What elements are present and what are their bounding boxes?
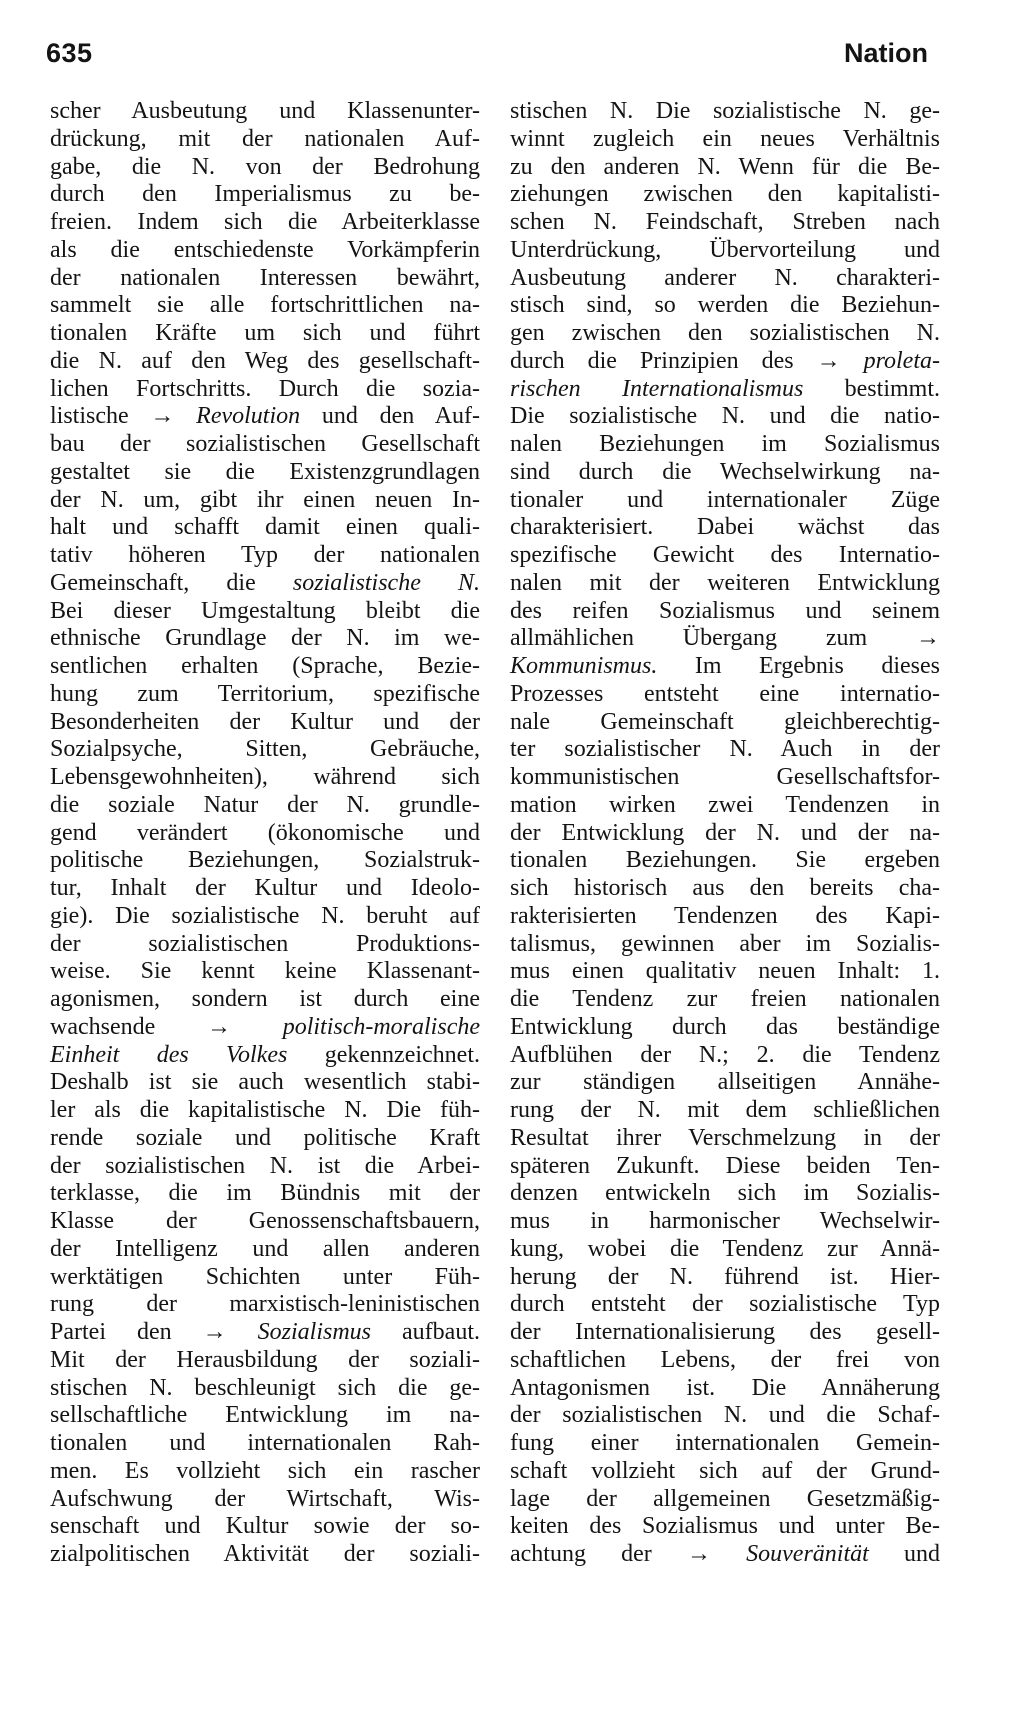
text-segment: rakterisierten Tendenzen des Kapi- bbox=[510, 902, 940, 929]
text-segment: späteren Zukunft. Diese beiden Ten- bbox=[510, 1152, 940, 1179]
text-segment: Aufschwung der Wirtschaft, Wis- bbox=[50, 1485, 480, 1512]
text-line bbox=[510, 1319, 940, 1347]
text-segment: nalen Beziehungen im Sozialismus bbox=[510, 431, 940, 457]
text-segment: der sozialistischen N. ist die Arbei- bbox=[50, 1152, 480, 1179]
text-line bbox=[50, 958, 480, 986]
text-line bbox=[50, 265, 480, 293]
italic-term: Revolution bbox=[196, 403, 301, 430]
text-line bbox=[510, 320, 940, 348]
text-segment: Deshalb ist sie auch wesentlich stabi- bbox=[50, 1069, 480, 1096]
text-segment: herung der N. führend ist. Hier- bbox=[510, 1263, 940, 1290]
italic-term: Einheit des Volkes bbox=[50, 1041, 288, 1068]
text-segment: sammelt sie alle fortschrittlichen na- bbox=[50, 292, 480, 319]
text-segment: die N. auf den Weg des gesellschaft- bbox=[50, 347, 480, 374]
text-segment: rung der marxistisch-leninistischen bbox=[50, 1291, 480, 1318]
text-line bbox=[50, 542, 480, 570]
text-segment: tativ höheren Typ der nationalen bbox=[50, 542, 480, 568]
text-segment: kung, wobei die Tendenz zur Annä- bbox=[510, 1235, 940, 1262]
text-line bbox=[510, 903, 940, 931]
text-segment: politische Beziehungen, Sozialstruk- bbox=[50, 847, 480, 874]
text-segment: charakterisiert. Dabei wächst das bbox=[510, 514, 940, 541]
text-segment: keiten des Sozialismus und unter Be- bbox=[510, 1513, 940, 1540]
text-segment: zur ständigen allseitigen Annähe- bbox=[510, 1069, 940, 1096]
text-segment: der Intelligenz und allen anderen bbox=[50, 1235, 480, 1262]
text-segment: bestimmt. bbox=[803, 375, 940, 402]
italic-term: politisch-moralische bbox=[282, 1013, 480, 1040]
text-segment: winnt zugleich ein neues Verhältnis bbox=[510, 125, 940, 152]
text-line bbox=[510, 1208, 940, 1236]
text-segment: kommunistischen Gesellschaftsfor- bbox=[510, 764, 940, 790]
text-segment: stischen N. Die sozialistische N. ge- bbox=[510, 98, 940, 124]
text-line bbox=[50, 1458, 480, 1486]
text-line bbox=[510, 487, 940, 515]
text-segment: senschaft und Kultur sowie der so- bbox=[50, 1513, 480, 1540]
text-line bbox=[510, 570, 940, 598]
text-line bbox=[50, 1513, 480, 1541]
text-segment: gie). Die sozialistische N. beruht auf bbox=[50, 902, 480, 929]
text-line bbox=[510, 1291, 940, 1319]
text-line bbox=[510, 1069, 940, 1097]
text-line bbox=[50, 820, 480, 848]
text-line bbox=[50, 514, 480, 542]
text-segment: mus einen qualitativ neuen Inhalt: 1. bbox=[510, 958, 940, 985]
text-line bbox=[50, 903, 480, 931]
text-line bbox=[50, 681, 480, 709]
text-segment: gend verändert (ökonomische und bbox=[50, 819, 480, 846]
text-segment: halt und schafft damit einen quali- bbox=[50, 514, 480, 541]
text-line bbox=[510, 1402, 940, 1430]
text-line bbox=[510, 1236, 940, 1264]
text-segment: Antagonismen ist. Die Annäherung bbox=[510, 1374, 940, 1401]
text-line bbox=[50, 1208, 480, 1236]
text-segment: Mit der Herausbildung der soziali- bbox=[50, 1346, 480, 1373]
text-segment: bau der sozialistischen Gesellschaft bbox=[50, 431, 480, 457]
text-line bbox=[510, 1097, 940, 1125]
text-segment: wachsende → bbox=[50, 1013, 283, 1040]
text-line bbox=[510, 1375, 940, 1403]
text-segment: allmählichen Übergang zum → bbox=[510, 625, 940, 652]
text-segment: schaftlichen Lebens, der frei von bbox=[510, 1346, 940, 1373]
text-segment: Die sozialistische N. und die natio- bbox=[510, 403, 940, 430]
text-line bbox=[50, 1430, 480, 1458]
text-line bbox=[510, 1486, 940, 1514]
text-line bbox=[510, 764, 940, 792]
text-line bbox=[50, 653, 480, 681]
italic-term: Souveränität bbox=[746, 1541, 869, 1567]
text-segment: tionalen Kräfte um sich und führt bbox=[50, 320, 480, 346]
text-line bbox=[50, 931, 480, 959]
text-line bbox=[50, 1486, 480, 1514]
text-segment: freien. Indem sich die Arbeiterklasse bbox=[50, 209, 480, 235]
text-segment: der sozialistischen N. und die Schaf- bbox=[510, 1402, 940, 1429]
text-line bbox=[510, 681, 940, 709]
text-line bbox=[50, 98, 480, 126]
text-segment: mation wirken zwei Tendenzen in bbox=[510, 791, 940, 818]
text-line bbox=[50, 459, 480, 487]
text-segment: Unterdrückung, Übervorteilung und bbox=[510, 236, 940, 263]
text-line bbox=[510, 847, 940, 875]
text-segment: tionalen Beziehungen. Sie ergeben bbox=[510, 847, 940, 874]
text-segment: Entwicklung durch das beständige bbox=[510, 1013, 940, 1040]
text-line bbox=[50, 181, 480, 209]
text-segment: zialpolitischen Aktivität der soziali- bbox=[50, 1541, 480, 1567]
text-line bbox=[510, 237, 940, 265]
text-segment: Resultat ihrer Verschmelzung in der bbox=[510, 1124, 940, 1151]
text-segment: nale Gemeinschaft gleichberechtig- bbox=[510, 708, 940, 735]
text-segment: fung einer internationalen Gemein- bbox=[510, 1430, 940, 1456]
text-segment: lage der allgemeinen Gesetzmäßig- bbox=[510, 1485, 940, 1512]
text-line bbox=[50, 625, 480, 653]
text-segment: des reifen Sozialismus und seinem bbox=[510, 597, 940, 624]
text-segment: men. Es vollzieht sich ein rascher bbox=[50, 1457, 480, 1484]
text-line bbox=[50, 431, 480, 459]
text-line bbox=[50, 792, 480, 820]
text-line bbox=[510, 1014, 940, 1042]
italic-term: rischen Internationalismus bbox=[510, 375, 804, 402]
text-segment: denzen entwickeln sich im Sozialis- bbox=[510, 1180, 940, 1207]
text-segment: sellschaftliche Entwicklung im na- bbox=[50, 1402, 480, 1429]
text-line bbox=[510, 709, 940, 737]
text-segment: drückung, mit der nationalen Auf- bbox=[50, 125, 480, 152]
text-line bbox=[510, 1430, 940, 1458]
text-line bbox=[50, 237, 480, 265]
text-segment: gen zwischen den sozialistischen N. bbox=[510, 320, 940, 346]
text-line bbox=[510, 514, 940, 542]
text-column-right bbox=[510, 98, 940, 1569]
text-line bbox=[510, 1264, 940, 1292]
text-segment: rende soziale und politische Kraft bbox=[50, 1124, 480, 1151]
text-segment: sich historisch aus den bereits cha- bbox=[510, 875, 940, 901]
text-line bbox=[510, 459, 940, 487]
text-line bbox=[50, 209, 480, 237]
text-segment: listische → bbox=[50, 403, 197, 430]
text-line bbox=[510, 376, 940, 404]
text-line bbox=[510, 1541, 940, 1569]
text-segment: Aufblühen der N.; 2. die Tendenz bbox=[510, 1041, 940, 1068]
text-segment: Sozialpsyche, Sitten, Gebräuche, bbox=[50, 736, 480, 763]
text-line bbox=[510, 653, 940, 681]
text-line bbox=[50, 320, 480, 348]
text-segment: die soziale Natur der N. grundle- bbox=[50, 791, 480, 818]
text-line bbox=[50, 403, 480, 431]
text-line bbox=[510, 1125, 940, 1153]
text-line bbox=[510, 209, 940, 237]
text-segment: durch entsteht der sozialistische Typ bbox=[510, 1291, 940, 1318]
text-line bbox=[50, 1264, 480, 1292]
text-segment: die Tendenz zur freien nationalen bbox=[510, 986, 940, 1012]
text-segment: Klasse der Genossenschaftsbauern, bbox=[50, 1208, 480, 1234]
text-line bbox=[510, 986, 940, 1014]
text-line bbox=[50, 487, 480, 515]
text-segment: weise. Sie kennt keine Klassenant- bbox=[50, 958, 480, 985]
running-title: Nation bbox=[844, 38, 928, 68]
text-segment: talismus, gewinnen aber im Sozialis- bbox=[510, 930, 940, 957]
text-segment: hung zum Territorium, spezifische bbox=[50, 680, 480, 707]
italic-term: Kommunismus. bbox=[510, 653, 658, 679]
text-segment: ter sozialistischer N. Auch in der bbox=[510, 736, 940, 763]
text-line bbox=[510, 598, 940, 626]
text-line bbox=[50, 1180, 480, 1208]
text-line bbox=[510, 292, 940, 320]
text-segment: rung der N. mit dem schließlichen bbox=[510, 1097, 940, 1123]
text-segment: tionalen und internationalen Rah- bbox=[50, 1430, 480, 1456]
text-segment: der nationalen Interessen bewährt, bbox=[50, 264, 480, 291]
text-line bbox=[50, 709, 480, 737]
text-segment: der Internationalisierung des gesell- bbox=[510, 1319, 940, 1345]
text-segment: gestaltet sie die Existenzgrundlagen bbox=[50, 458, 480, 485]
text-segment: agonismen, sondern ist durch eine bbox=[50, 986, 480, 1012]
text-segment: durch den Imperialismus zu be- bbox=[50, 181, 480, 208]
text-column-left bbox=[50, 98, 480, 1569]
text-segment: der sozialistischen Produktions- bbox=[50, 930, 480, 957]
text-segment: zu den anderen N. Wenn für die Be- bbox=[510, 153, 940, 180]
text-line bbox=[50, 875, 480, 903]
text-line bbox=[510, 820, 940, 848]
text-line bbox=[50, 1014, 480, 1042]
text-line bbox=[510, 265, 940, 293]
text-line bbox=[50, 1042, 480, 1070]
text-line bbox=[510, 1153, 940, 1181]
text-line bbox=[510, 1458, 940, 1486]
text-line bbox=[50, 1291, 480, 1319]
text-line bbox=[50, 1319, 480, 1347]
text-line bbox=[510, 403, 940, 431]
text-segment: Besonderheiten der Kultur und der bbox=[50, 708, 480, 735]
text-segment: ler als die kapitalistische N. Die füh- bbox=[50, 1097, 480, 1123]
text-line bbox=[510, 1042, 940, 1070]
text-segment: tur, Inhalt der Kultur und Ideolo- bbox=[50, 875, 480, 901]
text-line bbox=[510, 1180, 940, 1208]
text-line bbox=[50, 736, 480, 764]
text-line bbox=[50, 348, 480, 376]
text-line bbox=[510, 126, 940, 154]
text-segment: scher Ausbeutung und Klassenunter- bbox=[50, 98, 480, 124]
text-segment: tionaler und internationaler Züge bbox=[510, 486, 940, 513]
text-segment: gekennzeichnet. bbox=[287, 1041, 480, 1068]
text-line bbox=[510, 542, 940, 570]
text-line bbox=[510, 792, 940, 820]
text-line bbox=[510, 625, 940, 653]
text-line bbox=[510, 875, 940, 903]
text-line bbox=[50, 1069, 480, 1097]
text-segment: mus in harmonischer Wechselwir- bbox=[510, 1208, 940, 1234]
text-line bbox=[50, 1402, 480, 1430]
text-line bbox=[510, 1347, 940, 1375]
text-segment: gabe, die N. von der Bedrohung bbox=[50, 153, 480, 180]
text-segment: Prozesses entsteht eine internatio- bbox=[510, 680, 940, 707]
text-segment: Partei den → bbox=[50, 1319, 258, 1345]
text-line bbox=[50, 1097, 480, 1125]
text-segment: achtung der → bbox=[510, 1541, 747, 1567]
text-segment: nalen mit der weiteren Entwicklung bbox=[510, 569, 940, 596]
text-segment: aufbaut. bbox=[371, 1319, 480, 1345]
text-line bbox=[510, 1513, 940, 1541]
text-line bbox=[50, 126, 480, 154]
text-segment: als die entschiedenste Vorkämpferin bbox=[50, 236, 480, 263]
text-segment: stisch sind, so werden die Beziehun- bbox=[510, 292, 940, 319]
text-segment: der N. um, gibt ihr einen neuen In- bbox=[50, 486, 480, 513]
text-line bbox=[510, 348, 940, 376]
text-line bbox=[50, 1541, 480, 1569]
page-number: 635 bbox=[46, 38, 93, 68]
italic-term: sozialistische N. bbox=[292, 569, 480, 596]
text-line bbox=[510, 431, 940, 459]
italic-term: proleta- bbox=[863, 347, 940, 374]
text-line bbox=[50, 376, 480, 404]
text-segment: terklasse, die im Bündnis mit der bbox=[50, 1180, 480, 1207]
text-line bbox=[510, 154, 940, 182]
text-line bbox=[50, 1153, 480, 1181]
text-line bbox=[50, 1236, 480, 1264]
text-segment: Im Ergebnis dieses bbox=[657, 653, 940, 679]
text-segment: schaft vollzieht sich auf der Grund- bbox=[510, 1457, 940, 1484]
text-segment: der Entwicklung der N. und der na- bbox=[510, 819, 940, 846]
text-line bbox=[50, 1125, 480, 1153]
text-line bbox=[50, 986, 480, 1014]
text-segment: ziehungen zwischen den kapitalisti- bbox=[510, 181, 940, 208]
text-segment: werktätigen Schichten unter Füh- bbox=[50, 1263, 480, 1290]
text-segment: stischen N. beschleunigt sich die ge- bbox=[50, 1374, 480, 1401]
text-line bbox=[510, 958, 940, 986]
text-segment: sind durch die Wechselwirkung na- bbox=[510, 458, 940, 485]
text-line bbox=[50, 570, 480, 598]
text-line bbox=[510, 181, 940, 209]
text-line bbox=[50, 1347, 480, 1375]
text-line bbox=[510, 931, 940, 959]
text-segment: spezifische Gewicht des Internatio- bbox=[510, 542, 940, 568]
text-line bbox=[510, 98, 940, 126]
text-segment: lichen Fortschritts. Durch die sozia- bbox=[50, 375, 480, 402]
text-line bbox=[50, 764, 480, 792]
text-line bbox=[510, 736, 940, 764]
text-segment: sentlichen erhalten (Sprache, Bezie- bbox=[50, 653, 480, 679]
text-line bbox=[50, 598, 480, 626]
text-segment: Ausbeutung anderer N. charakteri- bbox=[510, 264, 940, 291]
text-line bbox=[50, 154, 480, 182]
text-line bbox=[50, 1375, 480, 1403]
text-segment: Gemeinschaft, die bbox=[50, 569, 293, 596]
text-line bbox=[50, 847, 480, 875]
text-segment: und bbox=[868, 1541, 940, 1567]
text-segment: und den Auf- bbox=[300, 403, 481, 430]
text-line bbox=[50, 292, 480, 320]
text-segment: durch die Prinzipien des → bbox=[510, 347, 864, 374]
text-segment: Lebensgewohnheiten), während sich bbox=[50, 764, 480, 790]
italic-term: Sozialismus bbox=[257, 1319, 372, 1345]
text-segment: ethnische Grundlage der N. im we- bbox=[50, 625, 480, 652]
text-segment: schen N. Feindschaft, Streben nach bbox=[510, 209, 940, 235]
text-segment: Bei dieser Umgestaltung bleibt die bbox=[50, 597, 480, 624]
